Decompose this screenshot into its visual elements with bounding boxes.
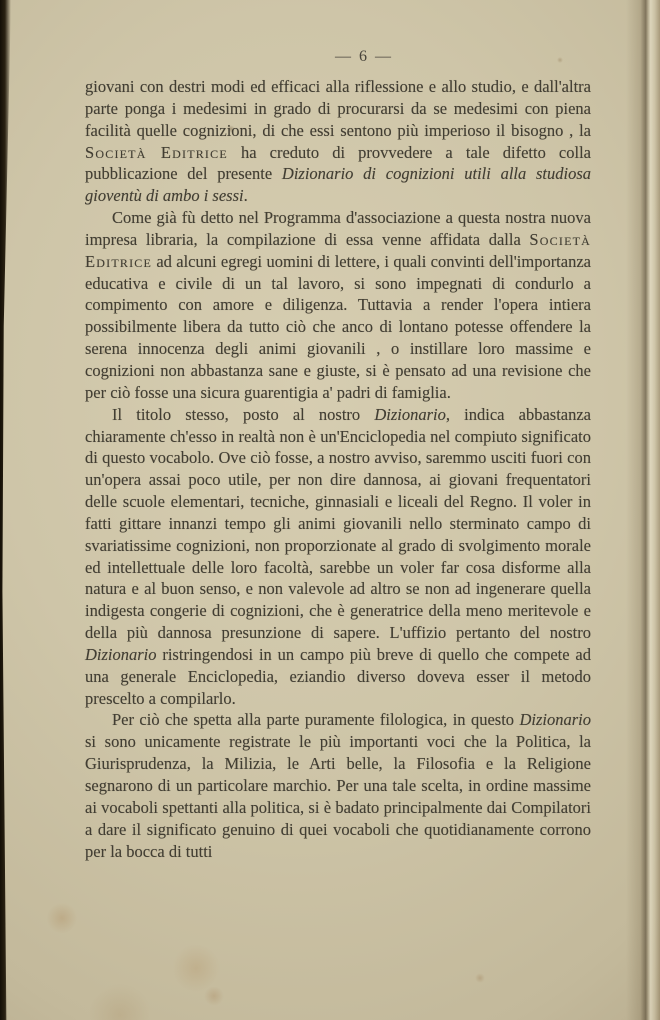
paragraph [85, 709, 591, 862]
text-segment-normal: si sono unicamente registrate le più importanti voci che la Politica, la Giurisprudenza, la Milizia, le Arti belle, la Filosofia e la Religione segnarono di un particolare marchio. Per una tale scelta, in ordine massime ai vocaboli spettanti alla politica, si è badato principalmente dai Compilatori a dare il significato genuino di quei vocaboli che quotidianamente corrono per la bocca di tutti [85, 732, 591, 861]
text-segment-italic: Dizionario [85, 644, 157, 664]
text-segment-smallcaps: Società Editrice [85, 229, 591, 271]
text-segment-normal: . [243, 186, 248, 206]
book-gutter-shadow [0, 0, 11, 1020]
text-segment-normal: giovani con destri modi ed efficaci alla riflessione e allo studio, e dall'altra parte ponga i medesimi in grado di procurarsi da se medesimi con piena facilità quelle cognizioni, di che essi sentono più imperioso il bisogno , la [85, 77, 591, 140]
body-text [85, 76, 591, 862]
text-segment-normal: Per ciò che spetta alla parte puramente filologica, in questo [112, 710, 520, 730]
paragraph [85, 404, 591, 710]
text-segment-italic: Dizionario di cognizioni utili alla studiosa gioventù di ambo i sessi [85, 164, 592, 206]
paragraph [85, 76, 591, 207]
page-number: — 6 — [335, 48, 393, 65]
paragraph [85, 207, 591, 404]
text-segment-smallcaps: Società Editrice [85, 142, 228, 162]
text-segment-normal: ha creduto di provvedere a tale difetto colla pubblicazione del presente [85, 142, 591, 184]
page-fore-edge [626, 0, 660, 1020]
text-segment-normal: ad alcuni egregi uomini di lettere, i quali convinti dell'importanza educativa e civile di un tal lavoro, si sono impegnati di condurlo a compimento con amore e diligenza. Tuttavia a render l'opera intiera possibilmente libera da tutto ciò che anco di lontano potesse offendere la serena innocenza degli animi giovanili , o instillare loro massime e cognizioni non abbastanza sane e giuste, si è pensato ad una revisione che per ciò fosse una sicura guarentigia a' padri di famiglia. [85, 251, 591, 402]
text-segment-normal: ristringendosi in un campo più breve di quello che compete ad una generale Enciclopedia, eziandio diverso doveva esser il metodo prescelto a compilarlo. [85, 644, 591, 708]
text-segment-italic: Dizionario [519, 710, 591, 730]
text-segment-normal: Il titolo stesso, posto al nostro [112, 404, 375, 424]
text-segment-normal: , indica abbastanza chiaramente ch'esso in realtà non è un'Enciclopedia nel compiuto significato di questo vocabolo. Ove ciò fosse, a nostro avviso, saremmo usciti fuori con un'opera assai poco utile, per non dire dannosa, ai giovani frequentatori delle scuole elementari, tecniche, ginnasiali e liceali del Regno. Il voler in fatti gittare innanzi tempo gli animi giovanili nello sterminato campo di svariatissime cognizioni, non proporzionate al grado di svolgimento morale ed intellettuale delle loro facoltà, sarebbe un voler far cosa disforme alla natura e al buon senso, e non valevole ad altro se non ad ingenerare quella indigesta congerie di cognizioni, che è generatrice della meno meritevole e della più dannosa presunzione di sapere. L'uffizio pertanto del nostro [85, 404, 591, 643]
text-segment-normal: Come già fù detto nel Programma d'associazione a questa nostra nuova impresa libraria, la compilazione di essa venne affidata dalla [85, 208, 591, 249]
text-segment-italic: Dizionario [374, 404, 446, 424]
